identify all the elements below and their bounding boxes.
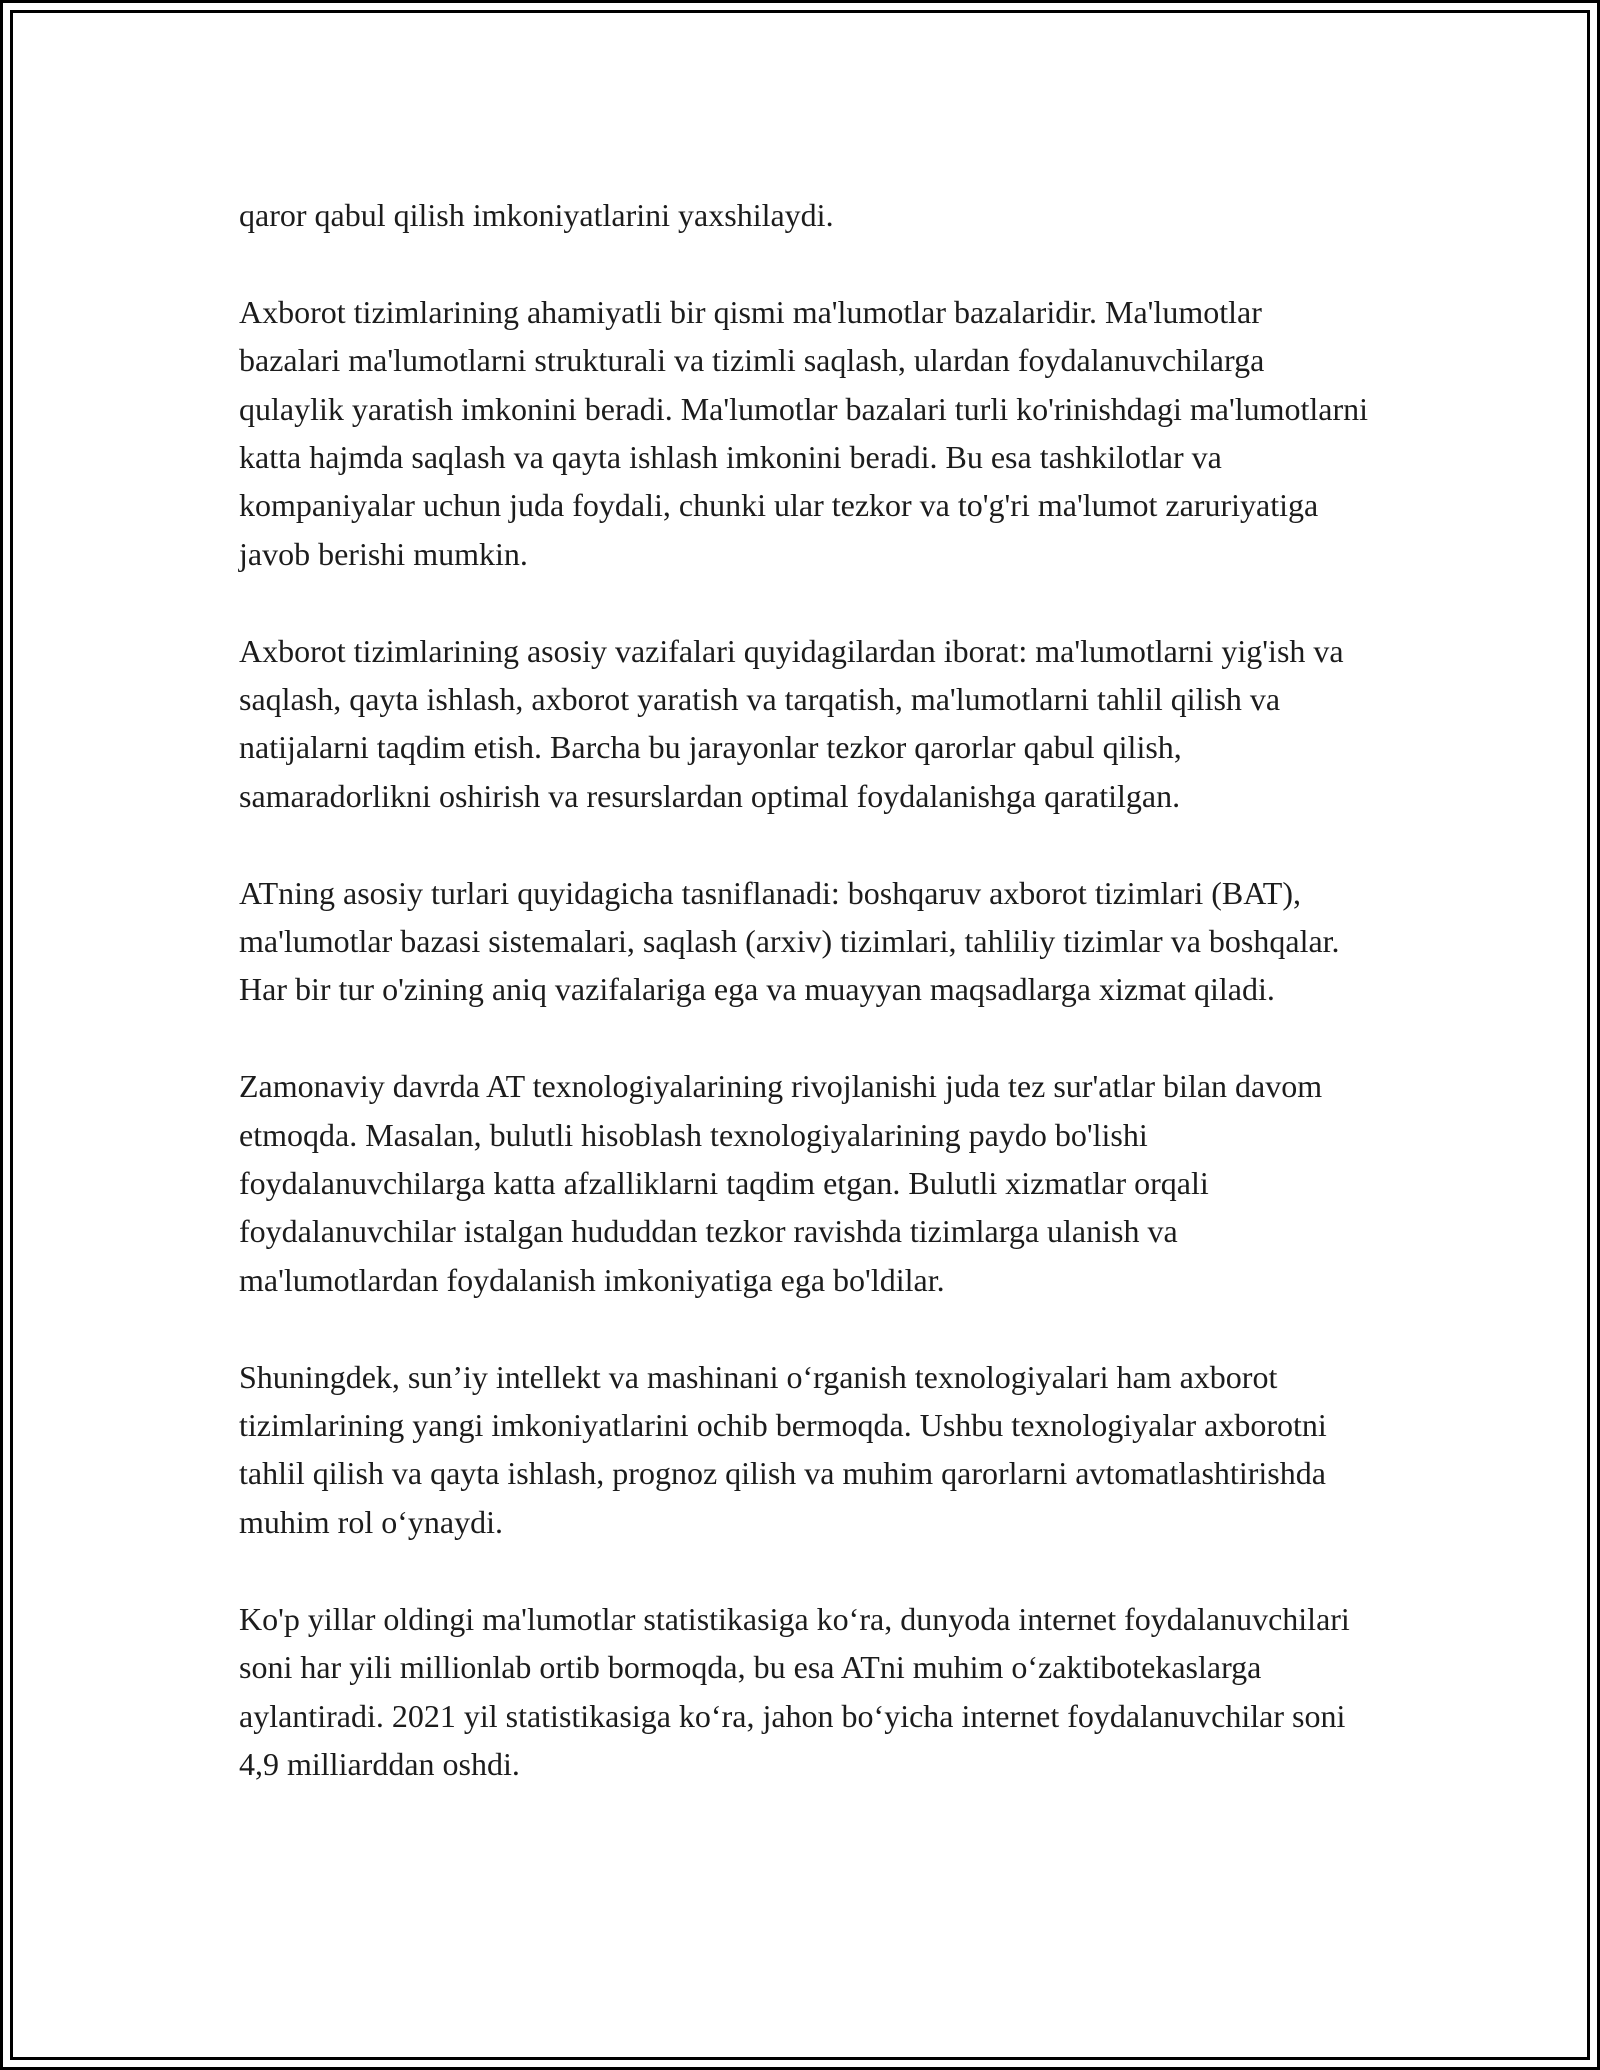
paragraph-5: Zamonaviy davrda AT texnologiyalarining rivojlanishi juda tez sur'atlar bilan davom etmoqda. Masalan, bulutli hisoblash texnologiyalarining paydo bo'lishi foydalanuvchilarga katta afzalliklarni taqdim etgan. Bulutli xizmatlar orqali foydalanuvchilar istalgan hududdan tezkor ravishda tizimlarga ulanish va ma'lumotlardan foydalanish imkoniyatiga ega bo'ldilar.: [239, 1068, 1323, 1298]
paragraph-7: Ko'p yillar oldingi ma'lumotlar statistikasiga ko‘ra, dunyoda internet foydalanuvchilari soni har yili millionlab ortib bormoqda, bu esa ATni muhim o‘zaktibotekaslarga aylantiradi. 2021 yil statistikasiga ko‘ra, jahon bo‘yicha internet foydalanuvchilar soni 4,9 milliarddan oshdi.: [239, 1600, 1350, 1782]
paragraph-4: ATning asosiy turlari quyidagicha tasniflanadi: boshqaruv axborot tizimlari (BAT), ma'lumotlar bazasi sistemalari, saqlash (arxiv) tizimlari, tahliliy tizimlar va boshqalar. Har bir tur o'zining aniq vazifalariga ega va muayyan maqsadlarga xizmat qiladi.: [239, 874, 1340, 1008]
document-body: [239, 191, 1369, 1788]
paragraph-3: Axborot tizimlarining asosiy vazifalari quyidagilardan iborat: ma'lumotlarni yig'ish va saqlash, qayta ishlash, axborot yaratish va tarqatish, ma'lumotlarni tahlil qilish va natijalarni taqdim etish. Barcha bu jarayonlar tezkor qarorlar qabul qilish, samaradorlikni oshirish va resurslardan optimal foydalanishga qaratilgan.: [239, 632, 1344, 814]
paragraph-6: Shuningdek, sun’iy intellekt va mashinani o‘rganish texnologiyalari ham axborot tizimlarining yangi imkoniyatlarini ochib bermoqda. Ushbu texnologiyalar axborotni tahlil qilish va qayta ishlash, prognoz qilish va muhim qarorlarni avtomatlashtirishda muhim rol o‘ynaydi.: [239, 1358, 1327, 1540]
paragraph-2: Axborot tizimlarining ahamiyatli bir qismi ma'lumotlar bazalaridir. Ma'lumotlar bazalari ma'lumotlarni strukturali va tizimli saqlash, ulardan foydalanuvchilarga qulaylik yaratish imkonini beradi. Ma'lumotlar bazalari turli ko'rinishdagi ma'lumotlarni katta hajmda saqlash va qayta ishlash imkonini beradi. Bu esa tashkilotlar va kompaniyalar uchun juda foydali, chunki ular tezkor va to'g'ri ma'lumot zaruriyatiga javob berishi mumkin.: [239, 293, 1369, 572]
paragraph-1: qaror qabul qilish imkoniyatlarini yaxshilaydi.: [239, 197, 834, 233]
